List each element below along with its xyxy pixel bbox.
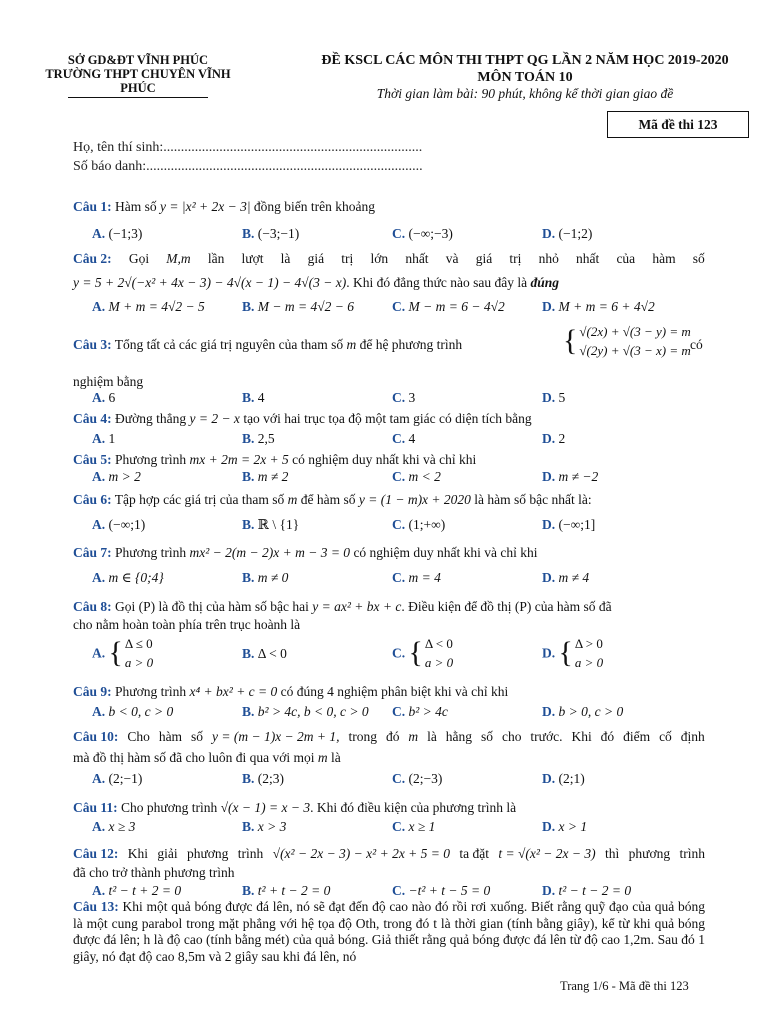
- question-text: Khi một quả bóng được đá lên, nó sẽ đạt đến độ cao nào đó rồi rơi xuống. Biết rằng quỹ đạo của quả bóng là một cung parabol trong mặt phẳng với hệ tọa độ Oth, trong đó t là thời gian (tính bằng giây), kể từ khi quả bóng được đá lên; h là độ cao (tính bằng mét) của quả bóng. Giả thiết rằng quả bóng được đá lên từ độ cao 1,2m. Sau đó 1 giây, nó đạt độ cao 8,5m và 2 giây sau khi đá lên, nó: [73, 899, 706, 964]
- option-c: C. −t² + t − 5 = 0: [392, 883, 491, 898]
- candidate-name-line: Họ, tên thí sinh:..........................................................................: [73, 140, 423, 155]
- emphasis-word: đúng: [530, 275, 560, 290]
- option-a: A. M + m = 4√2 − 5: [92, 299, 205, 314]
- question-10-cont: mà đồ thị hàm số đã cho luôn đi qua với mọi m là: [73, 750, 341, 765]
- option-b: B. 4: [242, 390, 265, 405]
- option-a: A. (−∞;1): [92, 517, 146, 532]
- question-1: [73, 198, 375, 215]
- header-underline: [68, 97, 208, 98]
- question-3: Câu 3: Tổng tất cả các giá trị nguyên của tham số m để hệ phương trình: [73, 337, 463, 352]
- question-12-cont: đã cho trở thành phương trình: [73, 865, 235, 880]
- question-text: có: [690, 337, 703, 352]
- question-label: Câu 13:: [73, 899, 119, 914]
- option-a: A. (−1;3): [92, 226, 143, 241]
- question-11: Câu 11: Cho phương trình √(x − 1) = x − 3. Khi đó điều kiện của phương trình là: [73, 800, 517, 815]
- option-a: A. t² − t + 2 = 0: [92, 883, 182, 898]
- option-d: D. t² − t − 2 = 0: [542, 883, 632, 898]
- candidate-id-line: Số báo danh:...............................................................................: [73, 159, 423, 174]
- option-c: C. (2;−3): [392, 771, 443, 786]
- option-b: B. m ≠ 2: [242, 469, 289, 484]
- question-13: [73, 899, 705, 965]
- school-header: [38, 53, 238, 98]
- option-a: A. { Δ ≤ 0 a > 0: [92, 636, 154, 670]
- question-label: Câu 11:: [73, 800, 118, 815]
- question-label: Câu 4:: [73, 411, 112, 426]
- question-3-cont: nghiệm bằng: [73, 374, 144, 389]
- option-d: D. 2: [542, 431, 566, 446]
- question-text: đồng biến trên khoảng: [253, 199, 376, 214]
- option-b: B. M − m = 4√2 − 6: [242, 299, 354, 314]
- question-4: Câu 4: Đường thẳng y = 2 − x tạo với hai trục tọa độ một tam giác có diện tích bằng: [73, 411, 532, 426]
- option-b: B. b² > 4c, b < 0, c > 0: [242, 704, 369, 719]
- option-d: D. (2;1): [542, 771, 585, 786]
- option-a: A. 1: [92, 431, 116, 446]
- option-c: C. M − m = 6 − 4√2: [392, 299, 505, 314]
- option-c: C. (1;+∞): [392, 517, 446, 532]
- option-d: D. m ≠ −2: [542, 469, 599, 484]
- question-label: Câu 7:: [73, 545, 112, 560]
- question-text: Hàm số: [115, 199, 157, 214]
- option-a: A. x ≥ 3: [92, 819, 136, 834]
- option-d: D. b > 0, c > 0: [542, 704, 624, 719]
- question-8: Câu 8: Gọi (P) là đồ thị của hàm số bậc hai y = ax² + bx + c. Điều kiện để đồ thị (P) của hàm số đã: [73, 599, 612, 614]
- option-b: B. (2;3): [242, 771, 285, 786]
- option-a: A. b < 0, c > 0: [92, 704, 174, 719]
- option-b: B. Δ < 0: [242, 646, 287, 661]
- option-d: D. 5: [542, 390, 566, 405]
- option-d: D. m ≠ 4: [542, 570, 590, 585]
- option-d: D. (−∞;1]: [542, 517, 596, 532]
- option-b: B. t² + t − 2 = 0: [242, 883, 331, 898]
- option-d: D. (−1;2): [542, 226, 593, 241]
- department-name: SỞ GD&ĐT VĨNH PHÚC: [67, 53, 209, 67]
- exam-header: [290, 52, 760, 102]
- equation-system: { √(2x) + √(3 − y) = m √(2y) + √(3 − x) = m: [563, 324, 691, 358]
- question-12: Câu 12: Khi giải phương trình √(x² − 2x − 3) − x² + 2x + 5 = 0 ta đặt t = √(x² − 2x − 3) thì phương trình: [73, 846, 705, 861]
- formula: y = 5 + 2√(−x² + 4x − 3) − 4√(x − 1) − 4√(3 − x): [73, 275, 347, 290]
- option-c: C. x ≥ 1: [392, 819, 436, 834]
- option-c: C. m = 4: [392, 570, 441, 585]
- option-c: C. 3: [392, 390, 416, 405]
- option-a: A. m > 2: [92, 469, 141, 484]
- question-label: Câu 2:: [73, 251, 112, 266]
- option-c: C. b² > 4c: [392, 704, 448, 719]
- option-a: A. m ∈ {0;4}: [92, 570, 164, 585]
- option-c: C. (−∞;−3): [392, 226, 453, 241]
- question-9: Câu 9: Phương trình x⁴ + bx² + c = 0 có đúng 4 nghiệm phân biệt khi và chỉ khi: [73, 684, 509, 699]
- question-label: Câu 3:: [73, 337, 112, 352]
- page-footer: Trang 1/6 - Mã đề thi 123: [560, 979, 689, 993]
- question-label: Câu 9:: [73, 684, 112, 699]
- option-c: C. { Δ < 0 a > 0: [392, 636, 454, 670]
- question-5: Câu 5: Phương trình mx + 2m = 2x + 5 có nghiệm duy nhất khi và chỉ khi: [73, 452, 477, 467]
- question-2: Câu 2: Gọi M,m lần lượt là giá trị lớn nhất và giá trị nhỏ nhất của hàm số: [73, 251, 705, 266]
- question-label: Câu 5:: [73, 452, 112, 467]
- question-label: Câu 8:: [73, 599, 112, 614]
- option-a: A. 6: [92, 390, 116, 405]
- option-d: D. { Δ > 0 a > 0: [542, 636, 604, 670]
- option-b: B. ℝ \ {1}: [242, 517, 300, 532]
- question-8-cont: cho nằm hoàn toàn phía trên trục hoành là: [73, 617, 301, 632]
- question-label: Câu 6:: [73, 492, 112, 507]
- exam-subject: MÔN TOÁN 10: [477, 70, 573, 85]
- exam-title: ĐỀ KSCL CÁC MÔN THI THPT QG LẦN 2 NĂM HỌC 2019-2020: [321, 53, 729, 68]
- question-10: Câu 10: Cho hàm số y = (m − 1)x − 2m + 1, trong đó m là hằng số cho trước. Khi đó điểm cố định: [73, 729, 705, 744]
- option-a: A. (2;−1): [92, 771, 143, 786]
- option-d: D. M + m = 6 + 4√2: [542, 299, 655, 314]
- question-label: Câu 10:: [73, 729, 119, 744]
- option-b: B. (−3;−1): [242, 226, 300, 241]
- option-d: D. x > 1: [542, 819, 588, 834]
- option-b: B. m ≠ 0: [242, 570, 289, 585]
- question-label: Câu 1:: [73, 199, 112, 214]
- option-b: B. 2,5: [242, 431, 275, 446]
- option-c: C. m < 2: [392, 469, 441, 484]
- question-6: Câu 6: Tập hợp các giá trị của tham số m để hàm số y = (1 − m)x + 2020 là hàm số bậc nhất là:: [73, 492, 592, 507]
- exam-time-note: Thời gian làm bài: 90 phút, không kể thời gian giao đề: [376, 86, 674, 101]
- formula: y = |x² + 2x − 3|: [160, 199, 251, 214]
- option-b: B. x > 3: [242, 819, 287, 834]
- option-c: C. 4: [392, 431, 416, 446]
- question-7: Câu 7: Phương trình mx² − 2(m − 2)x + m − 3 = 0 có nghiệm duy nhất khi và chỉ khi: [73, 545, 538, 560]
- question-2-cont: y = 5 + 2√(−x² + 4x − 3) − 4√(x − 1) − 4√(3 − x). Khi đó đẳng thức nào sau đây là đúng: [73, 275, 560, 290]
- question-label: Câu 12:: [73, 846, 119, 861]
- exam-code-box: Mã đề thi 123: [607, 111, 749, 138]
- school-name: TRƯỜNG THPT CHUYÊN VĨNH PHÚC: [45, 67, 231, 95]
